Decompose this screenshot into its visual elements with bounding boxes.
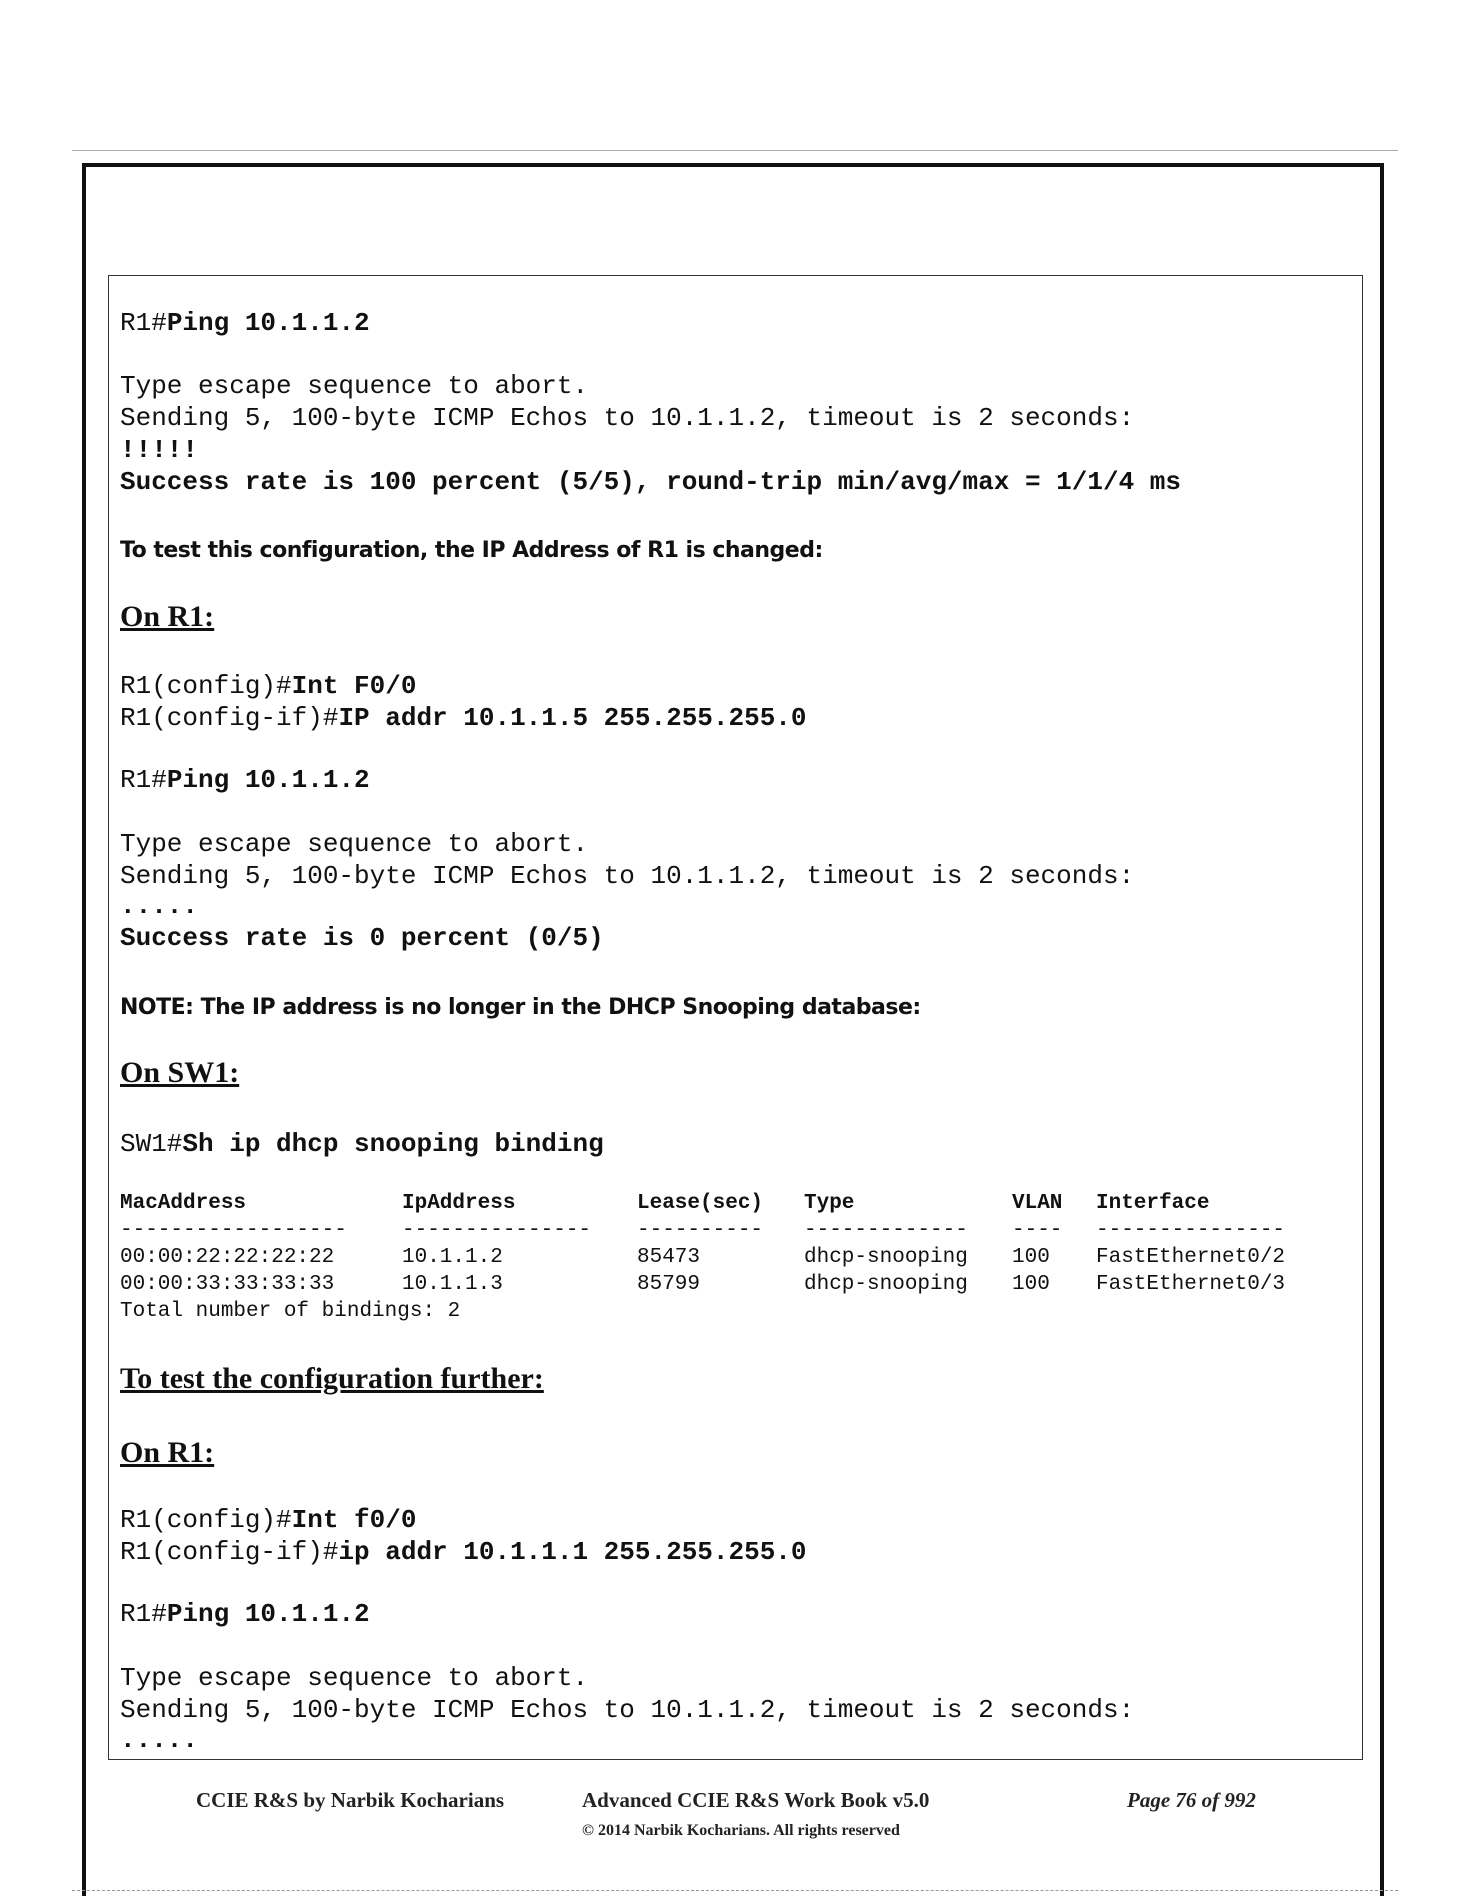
table-cell: 00:00:22:22:22:22 xyxy=(120,1246,335,1269)
cli-config-line: R1(config-if)#IP addr 10.1.1.5 255.255.255.0 xyxy=(120,703,807,733)
footer-page-number: Page 76 of 992 xyxy=(1127,1788,1256,1812)
table-separator: --------------- xyxy=(402,1219,592,1242)
table-separator: ---------- xyxy=(637,1219,764,1242)
section-heading: On SW1: xyxy=(120,1056,240,1089)
bottom-rule xyxy=(72,1890,1398,1891)
cli-result-marks: ..... xyxy=(120,891,199,921)
top-rule xyxy=(72,150,1398,151)
table-row xyxy=(120,1271,1350,1298)
cli-ping-line: R1#Ping 10.1.1.2 xyxy=(120,1599,370,1629)
footer-title: Advanced CCIE R&S Work Book v5.0 xyxy=(582,1788,930,1812)
table-cell: 100 xyxy=(1012,1273,1050,1296)
table-cell: FastEthernet0/3 xyxy=(1096,1273,1286,1296)
cli-result-line: Success rate is 100 percent (5/5), round-trip min/avg/max = 1/1/4 ms xyxy=(120,467,1181,497)
cli-config-line: R1(config)#Int F0/0 xyxy=(120,671,417,701)
table-cell: 10.1.1.3 xyxy=(402,1273,503,1296)
cli-ping-line: R1#Ping 10.1.1.2 xyxy=(120,765,370,795)
table-total-row xyxy=(120,1298,1350,1325)
table-separator: --------------- xyxy=(1096,1219,1286,1242)
table-cell: dhcp-snooping xyxy=(804,1273,968,1296)
table-cell: 85799 xyxy=(637,1273,701,1296)
table-cell: FastEthernet0/2 xyxy=(1096,1246,1286,1269)
binding-total: Total number of bindings: 2 xyxy=(120,1300,461,1323)
table-separator: ------------------ xyxy=(120,1219,347,1242)
cli-output-line: Type escape sequence to abort. xyxy=(120,371,589,401)
cli-show-line: SW1#Sh ip dhcp snooping binding xyxy=(120,1129,604,1159)
table-cell: 100 xyxy=(1012,1246,1050,1269)
cli-config-line: R1(config)#Int f0/0 xyxy=(120,1505,417,1535)
cli-config-line: R1(config-if)#ip addr 10.1.1.1 255.255.255.0 xyxy=(120,1537,807,1567)
table-header: Interface xyxy=(1096,1192,1210,1215)
cli-output-line: Sending 5, 100-byte ICMP Echos to 10.1.1.2, timeout is 2 seconds: xyxy=(120,1695,1135,1725)
cli-ping-line: R1#Ping 10.1.1.2 xyxy=(120,308,370,338)
cli-result-marks: !!!!! xyxy=(120,435,199,465)
table-header: VLAN xyxy=(1012,1192,1063,1215)
table-header: Type xyxy=(804,1192,855,1215)
section-heading: To test the configuration further: xyxy=(120,1362,544,1395)
table-header: MacAddress xyxy=(120,1192,247,1215)
table-separator-row xyxy=(120,1217,1350,1244)
table-header: Lease(sec) xyxy=(637,1192,764,1215)
cli-output-line: Sending 5, 100-byte ICMP Echos to 10.1.1.2, timeout is 2 seconds: xyxy=(120,403,1135,433)
cli-result-marks: ..... xyxy=(120,1725,199,1755)
footer-author: CCIE R&S by Narbik Kocharians xyxy=(196,1788,505,1812)
table-cell: 10.1.1.2 xyxy=(402,1246,503,1269)
cli-output-line: Type escape sequence to abort. xyxy=(120,829,589,859)
table-separator: ---- xyxy=(1012,1219,1063,1242)
cli-output-line: Type escape sequence to abort. xyxy=(120,1663,589,1693)
footer-copyright: © 2014 Narbik Kocharians. All rights reserved xyxy=(582,1822,900,1839)
section-heading: On R1: xyxy=(120,600,215,633)
binding-table xyxy=(120,1190,1350,1325)
table-header-row xyxy=(120,1190,1350,1217)
table-cell: 85473 xyxy=(637,1246,701,1269)
table-separator: ------------- xyxy=(804,1219,968,1242)
table-cell: dhcp-snooping xyxy=(804,1246,968,1269)
section-heading: On R1: xyxy=(120,1436,215,1469)
table-cell: 00:00:33:33:33:33 xyxy=(120,1273,335,1296)
note-text: NOTE: The IP address is no longer in the DHCP Snooping database: xyxy=(120,995,921,1020)
table-row xyxy=(120,1244,1350,1271)
cli-result-line: Success rate is 0 percent (0/5) xyxy=(120,923,604,953)
note-text: To test this configuration, the IP Address of R1 is changed: xyxy=(120,538,823,563)
table-header: IpAddress xyxy=(402,1192,516,1215)
cli-output-line: Sending 5, 100-byte ICMP Echos to 10.1.1.2, timeout is 2 seconds: xyxy=(120,861,1135,891)
